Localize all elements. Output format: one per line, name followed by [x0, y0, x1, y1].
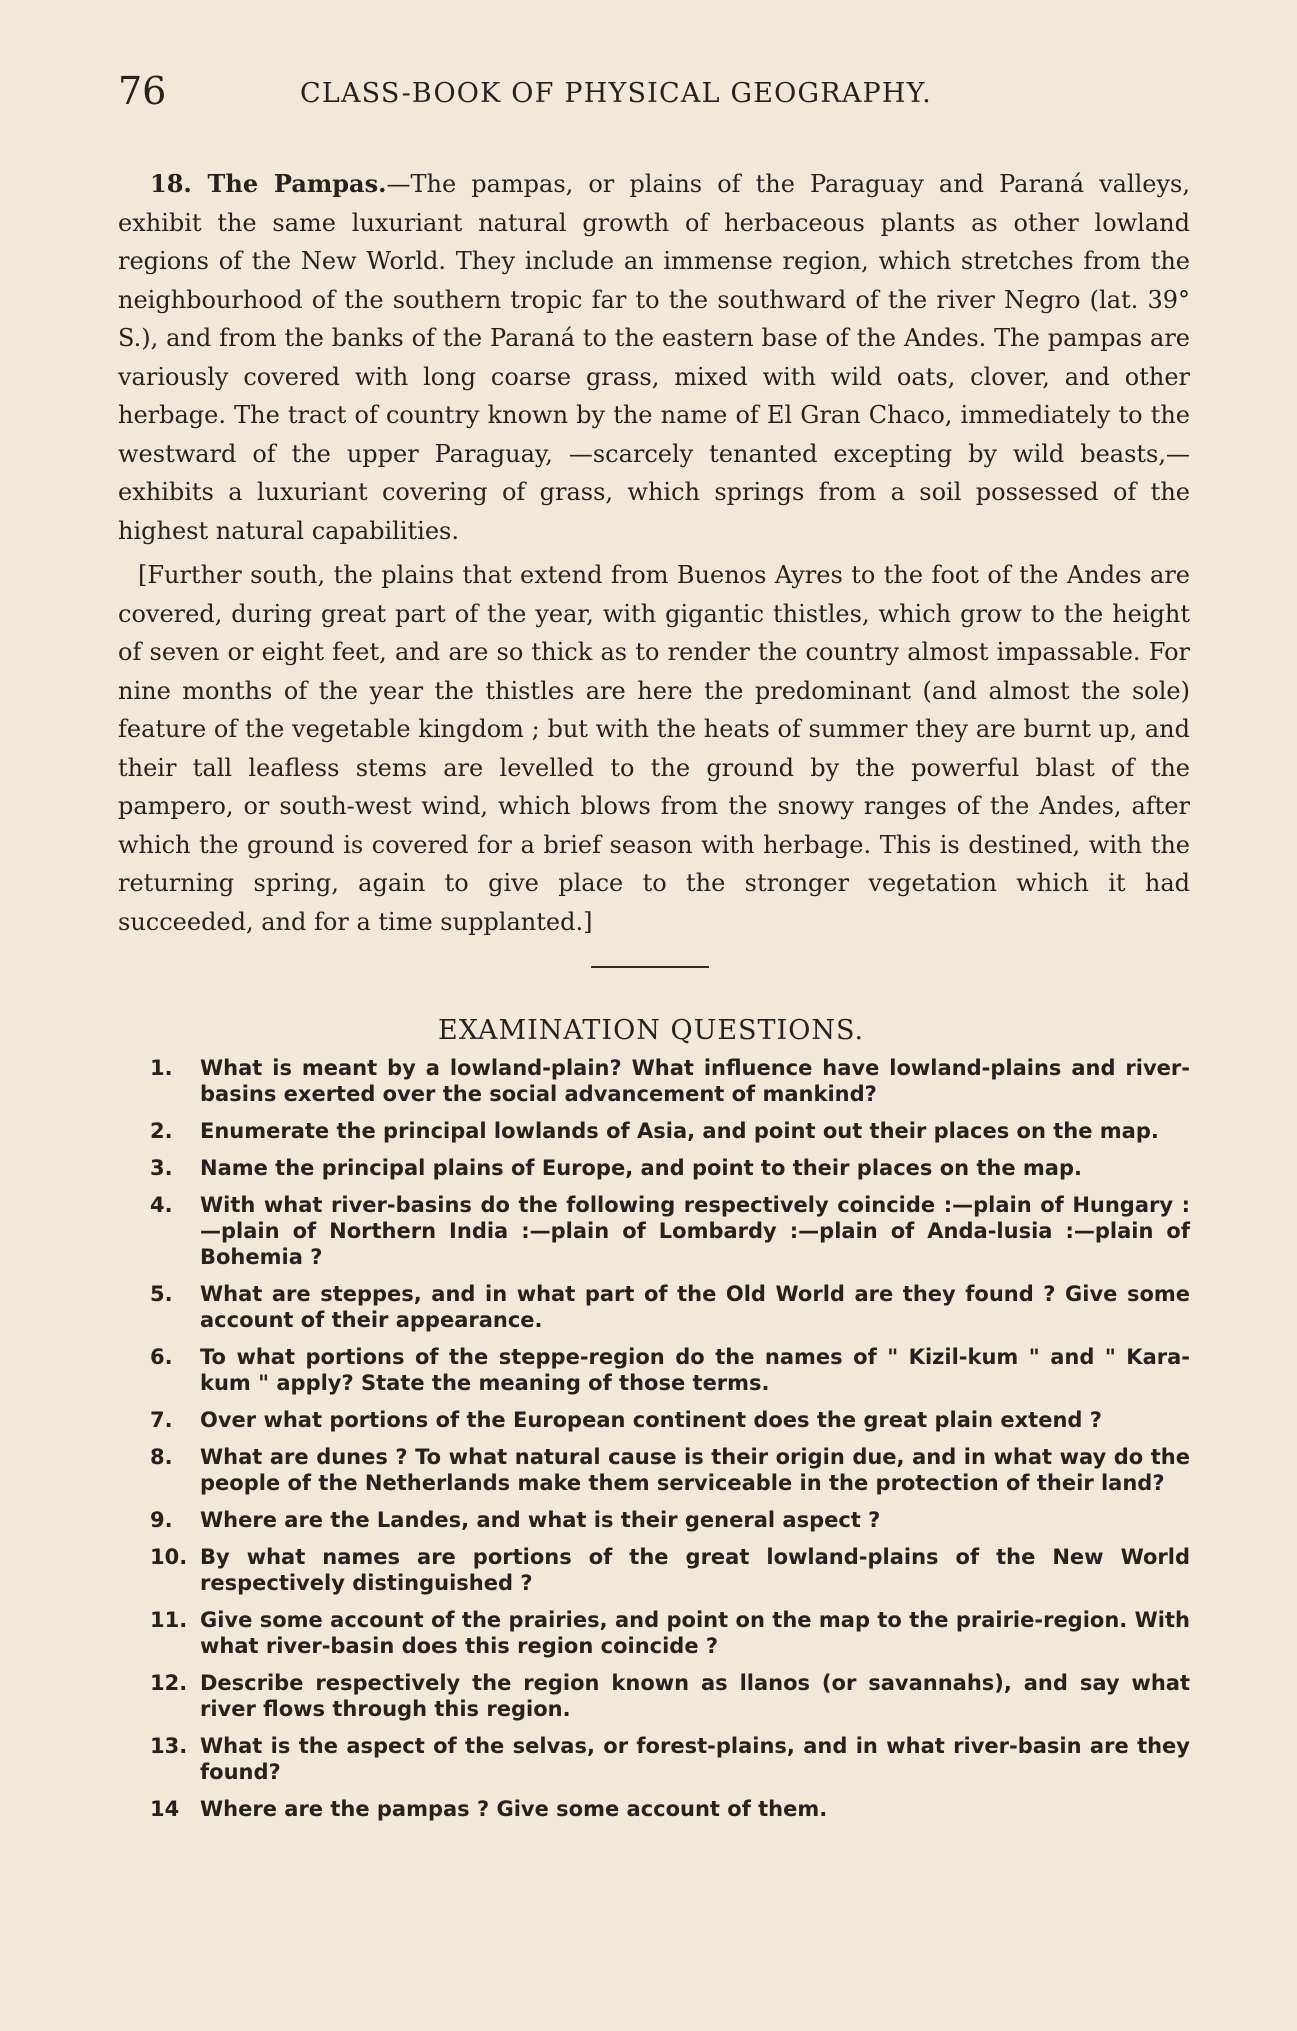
question-item: [150, 1607, 1190, 1659]
paragraph-text: —The pampas, or plains of the Paraguay and Paraná valleys, exhibit the same luxuriant natural growth of herbaceous plants as other lowland regions of the New World. They include an immense region, which stretches from the neighbourhood of the southern tropic far to the southward of the river Negro (lat. 39° S.), and from the banks of the Paraná to the eastern base of the Andes. The pampas are variously covered with long coarse grass, mixed with wild oats, clover, and other herbage. The tract of country known by the name of El Gran Chaco, immediately to the westward of the upper Paraguay, —scarcely tenanted excepting by wild beasts,—exhibits a luxuriant covering of grass, which springs from a soil possessed of the highest natural capabilities.: [118, 170, 1191, 545]
question-number: 10.: [150, 1545, 188, 1569]
question-number: 7.: [150, 1408, 173, 1432]
running-title: CLASS-BOOK OF PHYSICAL GEOGRAPHY.: [300, 78, 932, 109]
examination-title: EXAMINATION QUESTIONS.: [438, 1015, 865, 1046]
section-divider: [591, 966, 709, 968]
question-text: With what river-basins do the following respectively coincide :—plain of Hungary :—plain of Northern India :—plain of Lombardy :—plain of Anda-lusia :—plain of Bohemia ?: [200, 1193, 1190, 1269]
question-number: 3.: [150, 1156, 173, 1180]
question-text: Where are the pampas ? Give some account of them.: [200, 1797, 828, 1821]
page-header: [118, 70, 1018, 120]
question-item: [150, 1544, 1190, 1596]
question-number: 5.: [150, 1282, 173, 1306]
question-number: 6.: [150, 1345, 173, 1369]
question-item: [150, 1281, 1190, 1333]
question-item: [150, 1055, 1190, 1107]
question-text: By what names are portions of the great lowland-plains of the New World respectively distinguished ?: [200, 1545, 1190, 1595]
question-number: 1.: [150, 1056, 173, 1080]
question-item: [150, 1192, 1190, 1270]
question-text: Name the principal plains of Europe, and point to their places on the map.: [200, 1156, 1082, 1180]
question-number: 11.: [150, 1608, 188, 1632]
question-text: What are dunes ? To what natural cause is their origin due, and in what way do the people of the Netherlands make them serviceable in the protection of their land?: [200, 1445, 1190, 1495]
section-heading: 18. The Pampas.: [150, 169, 387, 198]
question-item: [150, 1118, 1190, 1144]
question-item: [150, 1155, 1190, 1181]
question-text: Describe respectively the region known as llanos (or savannahs), and say what river flows through this region.: [200, 1671, 1190, 1721]
page-number: 76: [118, 69, 167, 113]
paragraph-further-south: [Further south, the plains that extend from Buenos Ayres to the foot of the Andes are covered, during great part of the year, with gigantic thistles, which grow to the height of seven or eight feet, and are so thick as to render the country almost impassable. For nine months of the year the thistles are here the predominant (and almost the sole) feature of the vegetable kingdom ; but with the heats of summer they are burnt up, and their tall leafless stems are levelled to the ground by the powerful blast of the pampero, or south-west wind, which blows from the snowy ranges of the Andes, after which the ground is covered for a brief season with herbage. This is destined, with the returning spring, again to give place to the stronger vegetation which it had succeeded, and for a time supplanted.]: [118, 561, 1190, 936]
question-number: 8.: [150, 1445, 173, 1469]
question-item: [150, 1670, 1190, 1722]
question-item: [150, 1407, 1190, 1433]
question-text: To what portions of the steppe-region do the names of " Kizil-kum " and " Kara-kum " apply? State the meaning of those terms.: [200, 1345, 1190, 1395]
question-text: Give some account of the prairies, and point on the map to the prairie-region. With what river-basin does this region coincide ?: [200, 1608, 1190, 1658]
paragraph-pampas: [118, 165, 1190, 550]
question-number: 4.: [150, 1193, 173, 1217]
question-item: [150, 1733, 1190, 1785]
question-text: Where are the Landes, and what is their general aspect ?: [200, 1508, 881, 1532]
question-text: What is the aspect of the selvas, or forest-plains, and in what river-basin are they found?: [200, 1734, 1190, 1784]
question-text: What are steppes, and in what part of the Old World are they found ? Give some account of their appearance.: [200, 1282, 1190, 1332]
question-item: [150, 1344, 1190, 1396]
question-text: What is meant by a lowland-plain? What influence have lowland-plains and river-basins exerted over the social advancement of mankind?: [200, 1056, 1190, 1106]
question-number: 14: [150, 1797, 180, 1821]
question-item: [150, 1444, 1190, 1496]
question-number: 9.: [150, 1508, 173, 1532]
examination-questions-list: [150, 1055, 1190, 1833]
question-item: [150, 1796, 1190, 1822]
question-number: 2.: [150, 1119, 173, 1143]
question-text: Over what portions of the European continent does the great plain extend ?: [200, 1408, 1102, 1432]
question-text: Enumerate the principal lowlands of Asia, and point out their places on the map.: [200, 1119, 1159, 1143]
question-number: 13.: [150, 1734, 188, 1758]
question-number: 12.: [150, 1671, 188, 1695]
question-item: [150, 1507, 1190, 1533]
